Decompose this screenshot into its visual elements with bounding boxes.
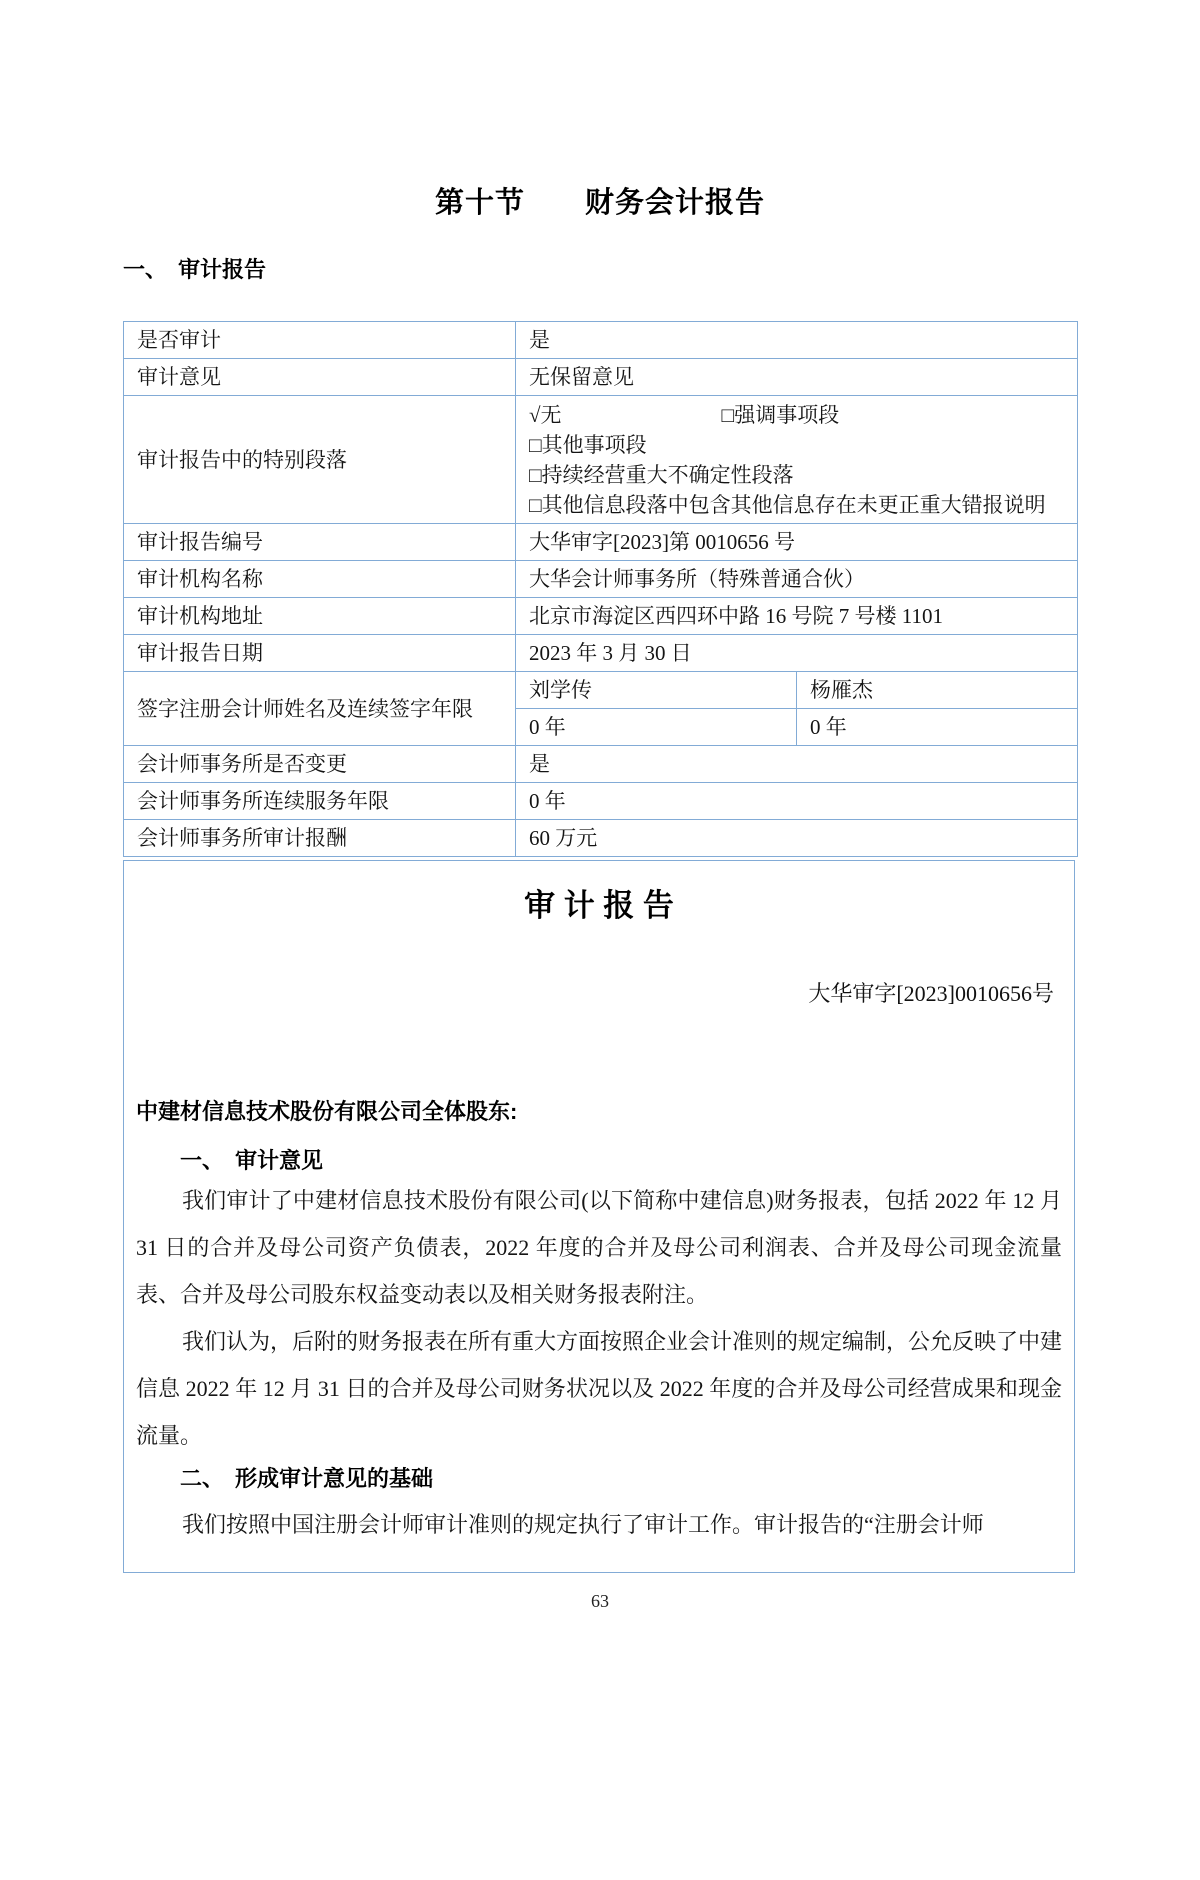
row-label: 是否审计 bbox=[124, 322, 516, 359]
document-page bbox=[123, 185, 1077, 1613]
table-row bbox=[124, 746, 1078, 783]
row-label: 审计意见 bbox=[124, 359, 516, 396]
report-section2-heading: 二、 形成审计意见的基础 bbox=[180, 1466, 434, 1491]
audit-report-title: 审 计 报 告 bbox=[524, 888, 674, 923]
signer-years-1: 0 年 bbox=[516, 709, 797, 746]
signer-years-2: 0 年 bbox=[797, 709, 1078, 746]
row-label: 审计机构名称 bbox=[124, 561, 516, 598]
row-label: 审计报告日期 bbox=[124, 635, 516, 672]
row-label: 审计机构地址 bbox=[124, 598, 516, 635]
table-row-special-paragraphs bbox=[124, 396, 1078, 524]
row-value: 60 万元 bbox=[516, 820, 1078, 857]
table-row bbox=[124, 783, 1078, 820]
table-row bbox=[124, 322, 1078, 359]
section-heading-audit-report: 一、 审计报告 bbox=[123, 257, 267, 282]
row-value: 无保留意见 bbox=[516, 359, 1078, 396]
report-section1-heading: 一、 审计意见 bbox=[180, 1148, 324, 1173]
page-title: 第十节 财务会计报告 bbox=[434, 187, 765, 219]
signer-name-2: 杨雁杰 bbox=[797, 672, 1078, 709]
audit-report-body bbox=[123, 860, 1075, 1573]
table-row bbox=[124, 598, 1078, 635]
table-row-signers-names bbox=[124, 672, 1078, 709]
table-row bbox=[124, 820, 1078, 857]
report-document-number: 大华审字[2023]0010656号 bbox=[808, 981, 1054, 1006]
row-value: 大华会计师事务所（特殊普通合伙） bbox=[516, 561, 1078, 598]
row-value: 2023 年 3 月 30 日 bbox=[516, 635, 1078, 672]
row-label: 会计师事务所连续服务年限 bbox=[124, 783, 516, 820]
row-value: 是 bbox=[516, 746, 1078, 783]
special-paragraph-options bbox=[516, 396, 1078, 524]
page-number: 63 bbox=[591, 1591, 609, 1611]
table-row bbox=[124, 561, 1078, 598]
checkbox-none-checked: √无 bbox=[529, 402, 562, 427]
row-value: 大华审字[2023]第 0010656 号 bbox=[516, 524, 1078, 561]
row-label: 签字注册会计师姓名及连续签字年限 bbox=[124, 672, 516, 746]
row-value: 0 年 bbox=[516, 783, 1078, 820]
report-salutation: 中建材信息技术股份有限公司全体股东: bbox=[136, 1099, 518, 1124]
option-line-none-emphasis bbox=[529, 400, 1071, 430]
report-paragraph-3: 我们按照中国注册会计师审计准则的规定执行了审计工作。审计报告的“注册会计师 bbox=[182, 1512, 984, 1537]
table-row bbox=[124, 359, 1078, 396]
row-label: 审计报告编号 bbox=[124, 524, 516, 561]
table-row bbox=[124, 524, 1078, 561]
checkbox-other-info-paragraph: □其他信息段落中包含其他信息存在未更正重大错报说明 bbox=[529, 492, 1046, 517]
report-paragraph-1: 我们审计了中建材信息技术股份有限公司(以下简称中建信息)财务报表，包括 2022 年 12 月 31 日的合并及母公司资产负债表，2022 年度的合并及母公司利润表、合并及母公司现金流量表、合并及母公司股东权益变动表以及相关财务报表附注。 bbox=[136, 1188, 1062, 1307]
row-value: 是 bbox=[516, 322, 1078, 359]
table-row bbox=[124, 635, 1078, 672]
report-paragraph-2: 我们认为，后附的财务报表在所有重大方面按照企业会计准则的规定编制，公允反映了中建信息 2022 年 12 月 31 日的合并及母公司财务状况以及 2022 年度的合并及母公司经营成果和现金流量。 bbox=[136, 1329, 1063, 1448]
signer-name-1: 刘学传 bbox=[516, 672, 797, 709]
row-value: 北京市海淀区西四环中路 16 号院 7 号楼 1101 bbox=[516, 598, 1078, 635]
checkbox-other-matter-paragraph: □其他事项段 bbox=[529, 432, 647, 457]
row-label: 审计报告中的特别段落 bbox=[124, 396, 516, 524]
audit-info-table bbox=[123, 321, 1078, 857]
row-label: 会计师事务所是否变更 bbox=[124, 746, 516, 783]
checkbox-emphasis-paragraph: □强调事项段 bbox=[721, 402, 840, 427]
checkbox-going-concern-paragraph: □持续经营重大不确定性段落 bbox=[529, 462, 794, 487]
row-label: 会计师事务所审计报酬 bbox=[124, 820, 516, 857]
